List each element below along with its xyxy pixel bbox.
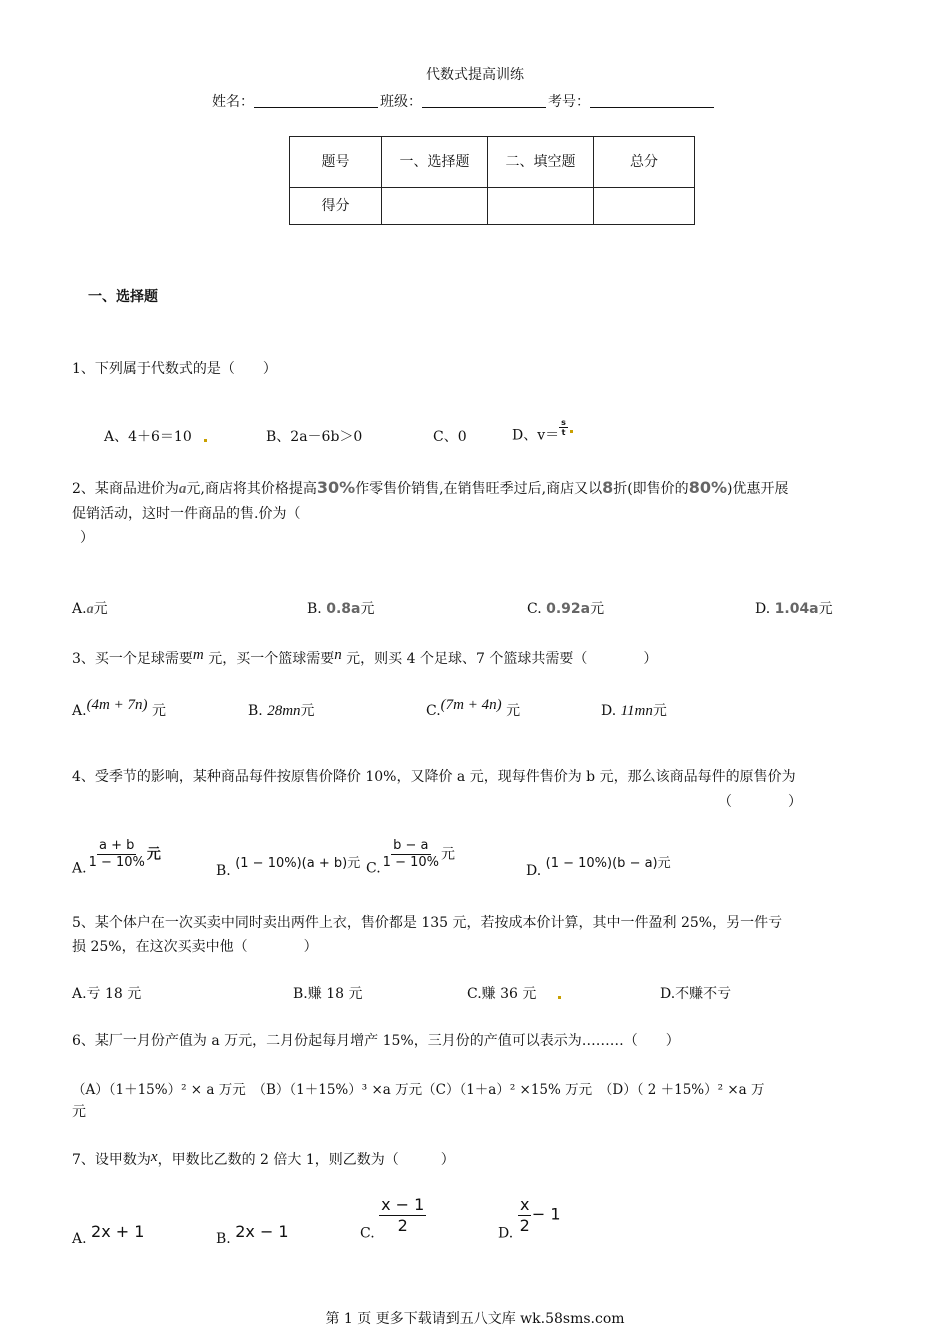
section-heading: 一、选择题: [88, 289, 158, 305]
q2-stem-line1: 2、某商品进价为a元,商店将其价格提高30%作零售价销售,在销售旺季过后,商店又以8折(即售价的80%)优惠开展: [72, 478, 789, 497]
page-footer: 第 1 页 更多下载请到五八文库 wk.58sms.com: [325, 1311, 625, 1327]
q6-options: （A）（1＋15%）² × a 万元 （B）（1＋15%）³ ×a 万元（C）（1＋a）² ×15% 万元 （D）（ 2 ＋15%）² ×a 万: [72, 1082, 765, 1098]
q4-option-d: D. (1 − 10%)(b − a)元: [526, 856, 671, 879]
q6-options-tail: 元: [72, 1104, 86, 1120]
q4-option-a: A. $\frac{a + b}{1 - 10\%}$ 元: [72, 838, 161, 877]
q1-option-a: A、4＋6＝10: [104, 426, 207, 446]
q1-option-c: C、0: [433, 429, 467, 445]
q1-option-d: D、v＝ $\frac{s}{t}$: [512, 418, 573, 445]
q7-option-a: A. 2x + 1: [72, 1222, 145, 1247]
q5-option-c: C.赚 36 元: [467, 983, 561, 1003]
q2-option-c: C. 0.92a元: [527, 601, 605, 617]
score-cell-fill: [488, 188, 594, 225]
q1-stem: 1、下列属于代数式的是（ ）: [72, 361, 277, 377]
score-header-choice: 一、选择题: [382, 137, 488, 188]
q3-option-b: B. 28mn元: [248, 703, 315, 719]
q3-option-c: C.(7m + 4n) 元: [426, 697, 521, 719]
score-cell-choice: [382, 188, 488, 225]
q7-option-d: D. $\frac{x}{2}$ − 1: [498, 1195, 561, 1242]
q4-paren: （ ）: [718, 794, 802, 810]
q2-stem-line3: ）: [80, 530, 94, 546]
q1-option-b: B、2a－6b＞0: [266, 429, 363, 445]
q3-option-a: A.(4m + 7n) 元: [72, 697, 166, 719]
q4-option-c: C. $\frac{b - a}{1 - 10\%}$ 元: [366, 838, 455, 877]
score-table: [289, 136, 695, 225]
q4-option-b: B. (1 − 10%)(a + b)元: [216, 856, 361, 879]
score-cell-total: [594, 188, 695, 225]
q4-stem: 4、受季节的影响，某种商品每件按原售价降价 10%，又降价 a 元，现每件售价为 b 元，那么该商品每件的原售价为: [72, 769, 796, 785]
name-blank: [254, 93, 378, 108]
q2-option-a: A.a元: [72, 601, 108, 617]
q6-stem: 6、某厂一月份产值为 a 万元，二月份起每月增产 15%，三月份的产值可以表示为………（ ）: [72, 1033, 680, 1049]
student-info-line: [212, 91, 716, 111]
score-row-label: 得分: [290, 188, 382, 225]
exam-no-blank: [590, 93, 714, 108]
class-blank: [422, 93, 546, 108]
score-header-total: 总分: [594, 137, 695, 188]
q7-option-c: C. $\frac{x - 1}{2}$: [360, 1195, 425, 1242]
class-label: 班级：: [380, 94, 422, 110]
q5-option-b: B.赚 18 元: [293, 986, 363, 1002]
q2-stem-line2: 促销活动，这时一件商品的售.价为（: [72, 506, 301, 522]
q2-option-b: B. 0.8a元: [307, 601, 375, 617]
q5-option-d: D.不赚不亏: [660, 986, 732, 1002]
q7-option-b: B. 2x − 1: [216, 1222, 289, 1247]
name-label: 姓名：: [212, 94, 254, 110]
score-header-qnum: 题号: [290, 137, 382, 188]
q5-option-a: A.亏 18 元: [72, 986, 142, 1002]
q5-stem-line1: 5、某个体户在一次买卖中同时卖出两件上衣，售价都是 135 元，若按成本价计算，其中一件盈利 25%，另一件亏: [72, 915, 783, 931]
q3-stem: 3、买一个足球需要m 元，买一个篮球需要n 元，则买 4 个足球、7 个篮球共需要（ ）: [72, 647, 658, 667]
q5-stem-line2: 损 25%，在这次买卖中他（ ）: [72, 939, 318, 955]
score-header-fill: 二、填空题: [488, 137, 594, 188]
q7-stem: 7、设甲数为x，甲数比乙数的 2 倍大 1，则乙数为（ ）: [72, 1149, 455, 1168]
exam-no-label: 考号：: [548, 94, 590, 110]
q3-option-d: D. 11mn元: [601, 703, 667, 719]
q2-option-d: D. 1.04a元: [755, 601, 833, 617]
document-title: 代数式提高训练: [426, 67, 524, 83]
